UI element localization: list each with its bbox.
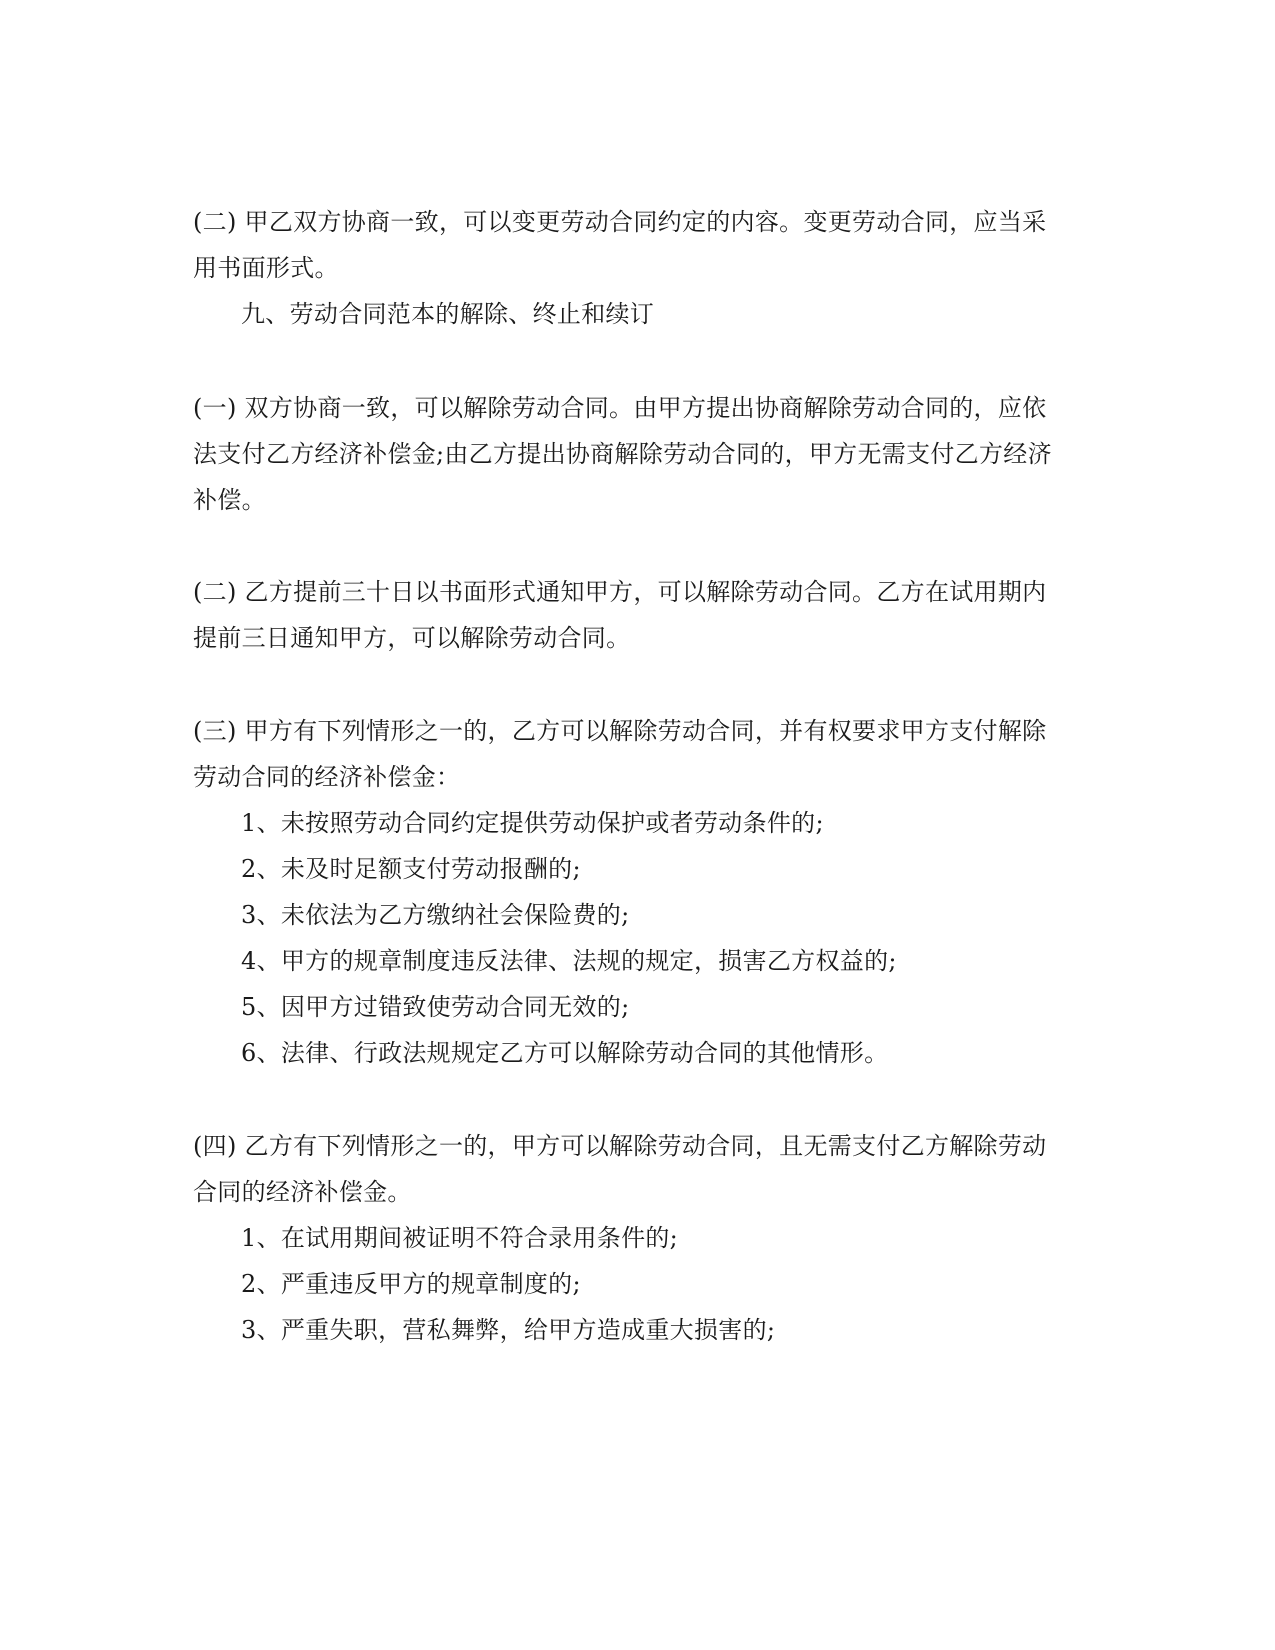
clause-three-item-3: 3、未依法为乙方缴纳社会保险费的;: [241, 901, 630, 929]
clause-four-line-1: (四) 乙方有下列情形之一的，甲方可以解除劳动合同，且无需支付乙方解除劳动: [193, 1132, 1047, 1160]
clause-one-line-2: 法支付乙方经济补偿金;由乙方提出协商解除劳动合同的，甲方无需支付乙方经济: [193, 440, 1052, 468]
clause-two-line-1: (二) 乙方提前三十日以书面形式通知甲方，可以解除劳动合同。乙方在试用期内: [193, 578, 1047, 606]
section-two-change-line-1: (二) 甲乙双方协商一致，可以变更劳动合同约定的内容。变更劳动合同，应当采: [193, 208, 1047, 236]
clause-one-line-3: 补偿。: [193, 486, 266, 514]
heading-section-nine: 九、劳动合同范本的解除、终止和续订: [241, 300, 655, 328]
clause-three-item-1: 1、未按照劳动合同约定提供劳动保护或者劳动条件的;: [241, 809, 824, 837]
clause-three-line-1: (三) 甲方有下列情形之一的，乙方可以解除劳动合同，并有权要求甲方支付解除: [193, 717, 1047, 745]
clause-two-line-2: 提前三日通知甲方，可以解除劳动合同。: [193, 624, 631, 652]
clause-three-line-2: 劳动合同的经济补偿金：: [193, 763, 461, 791]
clause-three-item-2: 2、未及时足额支付劳动报酬的;: [241, 855, 581, 883]
clause-four-item-2: 2、严重违反甲方的规章制度的;: [241, 1270, 581, 1298]
clause-one-line-1: (一) 双方协商一致，可以解除劳动合同。由甲方提出协商解除劳动合同的，应依: [193, 394, 1047, 422]
clause-three-item-6: 6、法律、行政法规规定乙方可以解除劳动合同的其他情形。: [241, 1039, 889, 1067]
clause-three-item-4: 4、甲方的规章制度违反法律、法规的规定，损害乙方权益的;: [241, 947, 897, 975]
section-two-change-line-2: 用书面形式。: [193, 254, 339, 282]
clause-three-item-5: 5、因甲方过错致使劳动合同无效的;: [241, 993, 630, 1021]
clause-four-item-3: 3、严重失职，营私舞弊，给甲方造成重大损害的;: [241, 1316, 776, 1344]
clause-four-line-2: 合同的经济补偿金。: [193, 1178, 412, 1206]
clause-four-item-1: 1、在试用期间被证明不符合录用条件的;: [241, 1224, 679, 1252]
